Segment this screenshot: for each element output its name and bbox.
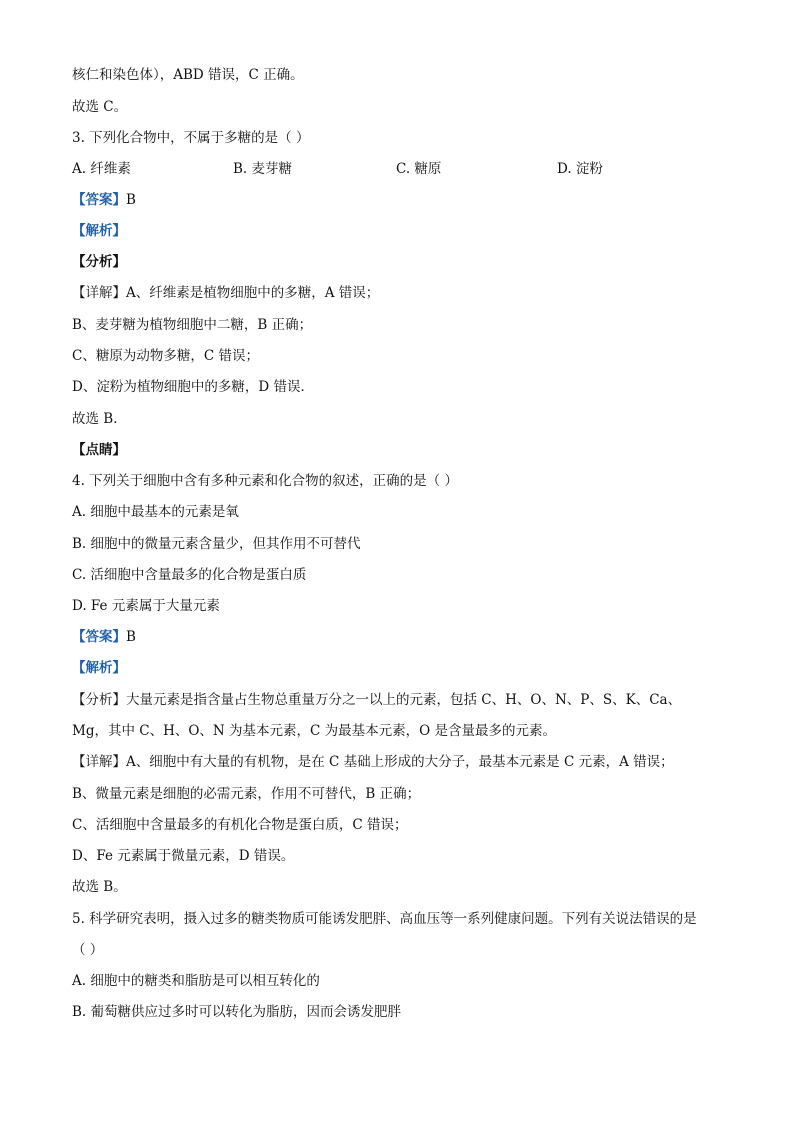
option-a: A. 细胞中最基本的元素是氧 bbox=[72, 504, 239, 520]
option-d: D. Fe 元素属于大量元素 bbox=[72, 598, 220, 614]
text-line: 【详解】A、纤维素是植物细胞中的多糖，A 错误； bbox=[72, 285, 380, 301]
text-line: Mg，其中 C、H、O、N 为基本元素，C 为最基本元素，O 是含量最多的元素。 bbox=[72, 723, 557, 739]
option-b: B. 葡萄糖供应过多时可以转化为脂肪，因而会诱发肥胖 bbox=[72, 1004, 402, 1020]
question-4-stem: 4. 下列关于细胞中含有多种元素和化合物的叙述，正确的是（ ） bbox=[72, 473, 458, 489]
option-c: C. 糖原 bbox=[396, 161, 442, 177]
text-line: B、微量元素是细胞的必需元素，作用不可替代，B 正确； bbox=[72, 786, 421, 802]
text-line: 【详解】A、细胞中有大量的有机物，是在 C 基础上形成的大分子，最基本元素是 C 元素，A 错误； bbox=[72, 754, 674, 770]
analysis-heading: 【解析】 bbox=[72, 660, 126, 676]
text-line: 故选 B． bbox=[72, 411, 127, 427]
answer-value: B bbox=[126, 192, 136, 208]
text-line: 故选 B。 bbox=[72, 879, 127, 895]
answer-tag: 【答案】 bbox=[72, 629, 126, 645]
text-line: 故选 C。 bbox=[72, 99, 128, 115]
text-line: C、糖原为动物多糖，C 错误； bbox=[72, 348, 259, 364]
fenxi-heading: 【分析】 bbox=[72, 254, 126, 270]
answer-value: B bbox=[126, 629, 136, 645]
option-b: B. 细胞中的微量元素含量少，但其作用不可替代 bbox=[72, 536, 361, 552]
option-c: C. 活细胞中含量最多的化合物是蛋白质 bbox=[72, 567, 307, 583]
text-line: 核仁和染色体），ABD 错误，C 正确。 bbox=[72, 67, 304, 83]
question-3-stem: 3. 下列化合物中，不属于多糖的是（ ） bbox=[72, 130, 310, 146]
option-a: A. 纤维素 bbox=[72, 161, 131, 177]
option-d: D. 淀粉 bbox=[557, 161, 603, 177]
option-b: B. 麦芽糖 bbox=[233, 161, 293, 177]
text-line: B、麦芽糖为植物细胞中二糖，B 正确； bbox=[72, 317, 313, 333]
answer-line bbox=[72, 628, 136, 646]
answer-line bbox=[72, 191, 136, 209]
text-line: （ ） bbox=[72, 942, 104, 958]
text-line: D、Fe 元素属于微量元素，D 错误。 bbox=[72, 848, 295, 864]
answer-tag: 【答案】 bbox=[72, 192, 126, 208]
analysis-heading: 【解析】 bbox=[72, 223, 126, 239]
text-line: 【分析】大量元素是指含量占生物总重量万分之一以上的元素，包括 C、H、O、N、P、S、K、Ca、 bbox=[72, 692, 682, 708]
option-a: A. 细胞中的糖类和脂肪是可以相互转化的 bbox=[72, 973, 320, 989]
dianjing-heading: 【点睛】 bbox=[72, 442, 126, 458]
text-line: D、淀粉为植物细胞中的多糖，D 错误． bbox=[72, 379, 314, 395]
question-5-stem: 5. 科学研究表明，摄入过多的糖类物质可能诱发肥胖、高血压等一系列健康问题。下列有关说法错误的是 bbox=[72, 911, 697, 927]
text-line: C、活细胞中含量最多的有机化合物是蛋白质，C 错误； bbox=[72, 817, 408, 833]
